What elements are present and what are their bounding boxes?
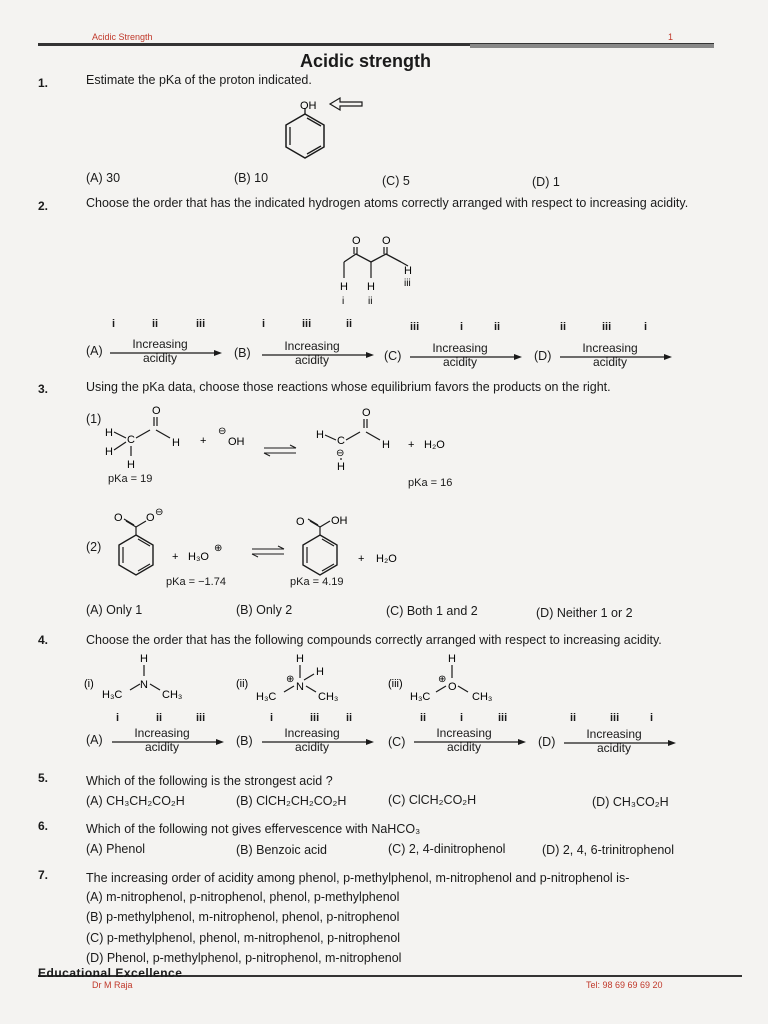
q6-option-c[interactable]: (C) 2, 4-dinitrophenol [388,842,506,856]
svg-text:O: O [152,405,161,417]
svg-text:+: + [408,439,415,451]
q6-text: Which of the following not gives effervescence with NaHCO₃ [86,822,421,836]
svg-text:i: i [342,296,345,307]
svg-text:CH₃: CH₃ [162,689,183,701]
q1-phenol-structure [270,92,380,172]
q7-option-a[interactable]: (A) m-nitrophenol, p-nitrophenol, phenol, p-methylphenol [86,890,400,904]
q5-option-a[interactable]: (A) CH₃CH₂CO₂H [86,794,185,808]
q3-reaction-2 [100,505,420,585]
q6-number: 6. [38,819,49,833]
increasing-acidity-arrow: Increasing acidity [110,338,210,372]
q4-compound-ii [234,650,364,702]
svg-text:H₃C: H₃C [102,689,123,701]
svg-text:⊖: ⊖ [336,448,345,459]
q3-text: Using the pKa data, choose those reactions whose equilibrium favors the products on the right. [86,380,611,394]
q1-oh-label: OH [300,100,317,112]
svg-text:H₂O: H₂O [376,553,397,565]
svg-text:H: H [448,653,456,665]
q1-option-c[interactable]: (C) 5 [382,174,410,188]
q1-number: 1. [38,76,49,90]
svg-text:(i): (i) [84,678,94,690]
q7-option-b[interactable]: (B) p-methylphenol, m-nitrophenol, phenol, p-nitrophenol [86,910,400,924]
svg-text:H₃C: H₃C [410,691,431,702]
q6-option-b[interactable]: (B) Benzoic acid [236,843,328,857]
svg-text:⊖: ⊖ [218,426,227,437]
q2-number: 2. [38,199,49,213]
q5-text: Which of the following is the strongest acid ? [86,774,333,788]
svg-text:H: H [340,281,348,293]
svg-text:ii: ii [368,296,373,307]
q2-molecule-structure [326,232,426,312]
header-left: Acidic Strength [92,32,153,42]
svg-text:C: C [127,434,135,446]
svg-text:⊖: ⊖ [155,507,164,518]
q3-reaction-1 [100,400,470,480]
q3-option-c[interactable]: (C) Both 1 and 2 [386,604,478,618]
svg-text:N: N [296,681,304,693]
q5-option-c[interactable]: (C) ClCH₂CO₂H [388,793,477,807]
q3-reaction-2-label: (2) [86,540,102,554]
svg-text:OH: OH [228,436,245,448]
svg-text:CH₃: CH₃ [472,691,493,702]
svg-text:+: + [358,553,365,565]
header-rule-shade [470,44,714,48]
q3-option-b[interactable]: (B) Only 2 [236,603,293,617]
q7-number: 7. [38,868,49,882]
q1-indicator-arrow-icon [330,98,362,110]
q6-option-d[interactable]: (D) 2, 4, 6-trinitrophenol [542,843,675,857]
q4-compound-iii [386,650,516,702]
svg-text:H: H [172,437,180,449]
svg-text:H₃C: H₃C [256,691,277,702]
footer-phone: Tel: 98 69 69 69 20 [586,980,663,990]
svg-text:C: C [337,435,345,447]
svg-text:+: + [172,551,179,563]
svg-text:H: H [382,439,390,451]
svg-text:H: H [140,653,148,665]
increasing-acidity-arrow: Increasing acidity [564,728,664,762]
increasing-acidity-arrow: Increasing acidity [414,727,514,761]
svg-text:H: H [105,427,113,439]
svg-text:H: H [367,281,375,293]
q1-text: Estimate the pKa of the proton indicated. [86,73,312,87]
q1-option-d[interactable]: (D) 1 [532,175,560,189]
svg-text:H: H [127,459,135,471]
q4-compound-i [84,650,204,702]
q5-number: 5. [38,771,49,785]
page-title: Acidic strength [300,51,432,71]
svg-text:CH₃: CH₃ [318,691,339,702]
svg-text:O: O [296,516,305,528]
q3-number: 3. [38,382,49,396]
q6-option-a[interactable]: (A) Phenol [86,842,146,856]
svg-text:⊕: ⊕ [438,674,447,685]
increasing-acidity-arrow: Increasing acidity [112,727,212,761]
footer-author: Dr M Raja [92,980,133,990]
q7-text: The increasing order of acidity among phenol, p-methylphenol, m-nitrophenol and p-nitrophenol is- [86,871,630,885]
q3-reaction-2-pka-left: pKa = −1.74 [166,576,226,588]
svg-text:O: O [382,235,391,247]
q3-reaction-2-pka-right: pKa = 4.19 [290,576,344,588]
footer-brand: Educational Excellence [38,966,183,980]
svg-text:N: N [140,679,148,691]
svg-text:O: O [448,681,457,693]
svg-text:H: H [316,666,324,678]
q4-number: 4. [38,633,49,647]
svg-text:O: O [114,512,123,524]
increasing-acidity-arrow: Increasing acidity [410,342,510,376]
svg-text:H: H [404,265,412,277]
svg-text:(iii): (iii) [388,678,403,690]
increasing-acidity-arrow: Increasing acidity [262,727,362,761]
svg-text:O: O [146,512,155,524]
q2-text: Choose the order that has the indicated hydrogen atoms correctly arranged with respect to increasing acidity. [86,196,689,210]
svg-text:(ii): (ii) [236,678,249,690]
header-page-number: 1 [668,32,674,42]
svg-text:H: H [296,653,304,665]
q4-text: Choose the order that has the following compounds correctly arranged with respect to increasing acidity. [86,633,662,647]
q3-option-a[interactable]: (A) Only 1 [86,603,143,617]
q1-option-b[interactable]: (B) 10 [234,171,269,185]
svg-text:O: O [352,235,361,247]
increasing-acidity-arrow: Increasing acidity [560,342,660,376]
increasing-acidity-arrow: Increasing acidity [262,340,362,374]
q3-option-d[interactable]: (D) Neither 1 or 2 [536,606,633,620]
svg-text:⊕: ⊕ [214,543,223,554]
q5-option-d[interactable]: (D) CH₃CO₂H [592,795,669,809]
svg-text:H: H [316,429,324,441]
q3-reaction-1-label: (1) [86,412,102,426]
svg-text:H: H [337,461,345,473]
q1-option-a[interactable]: (A) 30 [86,171,121,185]
q7-option-c[interactable]: (C) p-methylphenol, phenol, m-nitrophenol, p-nitrophenol [86,931,401,945]
svg-text:⊕: ⊕ [286,674,295,685]
svg-text:H: H [105,446,113,458]
svg-text:H₂O: H₂O [424,439,445,451]
q5-option-b[interactable]: (B) ClCH₂CH₂CO₂H [236,794,347,808]
svg-text:iii: iii [404,278,411,289]
q3-reaction-1-pka-left: pKa = 19 [108,473,153,485]
q3-reaction-1-pka-right: pKa = 16 [408,477,453,489]
svg-text:O: O [362,407,371,419]
q7-option-d[interactable]: (D) Phenol, p-methylphenol, p-nitrophenol, m-nitrophenol [86,951,402,965]
svg-text:OH: OH [331,515,348,527]
svg-text:+: + [200,435,207,447]
svg-text:H₃O: H₃O [188,551,209,563]
